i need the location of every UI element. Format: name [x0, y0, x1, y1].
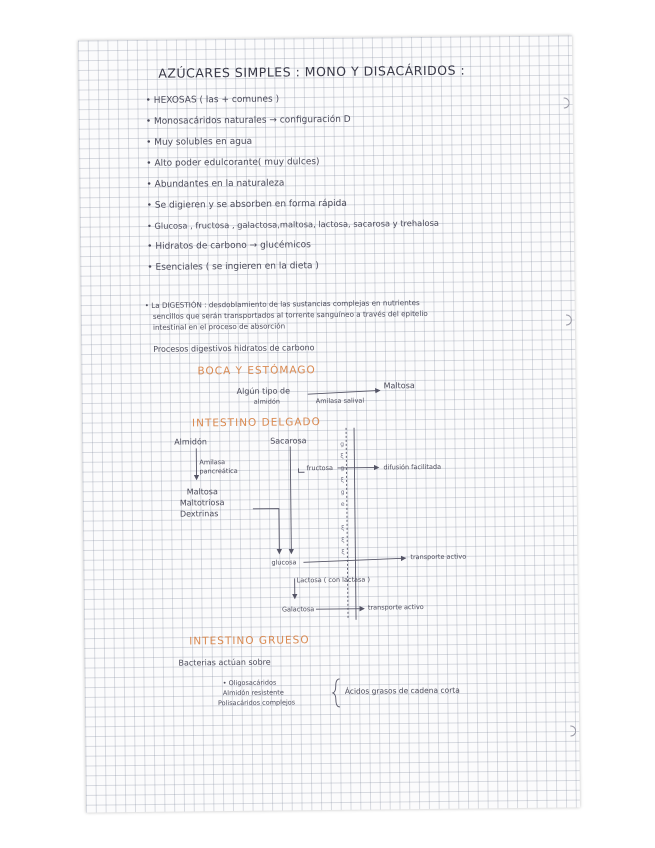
svg-text:ξ: ξ: [341, 548, 345, 556]
bullet-8: • Hidratos de carbono → glucémicos: [147, 240, 311, 252]
bullet-4: • Alto poder edulcorante( muy dulces): [146, 157, 320, 169]
svg-text:g: g: [340, 464, 345, 472]
epithelium-line-1: [346, 428, 348, 620]
boca-arrow: [308, 390, 380, 394]
svg-text:ξ: ξ: [341, 536, 345, 544]
boca-amilasa-salival: Amilasa salival: [315, 396, 365, 406]
label-maltotriosa: Maltotriosa: [179, 498, 225, 508]
grueso-item-2: Almidón resistente: [222, 688, 284, 698]
bullet-5: • Abundantes en la naturaleza: [146, 178, 285, 190]
bullet-1: • HEXOSAS ( las + comunes ): [145, 94, 280, 106]
svg-text:g: g: [340, 488, 345, 496]
label-amilasa: Amilasa: [199, 458, 226, 467]
label-almidon: Almidón: [174, 437, 207, 447]
notebook-page: [78, 35, 580, 812]
svg-text:ξ: ξ: [340, 452, 344, 460]
digestion-line-1: • La DIGESTIÓN : desdoblamiento de las sustancias complejas en nutrientes: [144, 298, 420, 310]
label-maltosa: Maltosa: [186, 487, 218, 497]
heading-boca-estomago: BOCA Y ESTÓMAGO: [197, 364, 316, 378]
fructosa-branch: [298, 468, 304, 472]
digestion-line-3: intestinal en el proceso de absorción: [152, 321, 286, 332]
dextrinas-to-glucosa-arrow: [253, 509, 279, 554]
label-galactosa: Galactosa: [281, 605, 315, 614]
label-transporte-activo-1: transporte activo: [410, 552, 467, 562]
svg-text:ξ: ξ: [340, 476, 344, 484]
digestion-diagram: [78, 35, 580, 812]
label-sacarosa: Sacarosa: [270, 436, 307, 446]
label-fructosa: fructosa: [306, 463, 334, 473]
bullet-3: • Muy solubles en agua: [145, 136, 253, 148]
heading-intestino-delgado: INTESTINO DELGADO: [191, 416, 321, 430]
label-bacterias: Bacterias actúan sobre: [178, 657, 271, 668]
grueso-brace: [333, 679, 340, 707]
heading-intestino-grueso: INTESTINO GRUESO: [189, 634, 310, 648]
epithelium-line-2: [354, 428, 356, 620]
svg-text:ξ: ξ: [341, 524, 345, 532]
label-glucosa: glucosa: [271, 558, 297, 567]
page-title: AZÚCARES SIMPLES : MONO Y DISACÁRIDOS :: [158, 62, 466, 81]
galactosa-arrow: [316, 609, 364, 610]
boca-almidon-top: Algún tipo de: [236, 386, 291, 396]
svg-text:e: e: [340, 500, 345, 508]
label-transporte-activo-2: transporte activo: [367, 603, 424, 612]
boca-maltosa: Maltosa: [383, 381, 415, 391]
label-pancreatica: pancreática: [199, 466, 238, 476]
label-dextrinas: Dextrinas: [179, 509, 219, 519]
bullet-7: • Glucosa , fructosa , galactosa,maltosa, lactosa, sacarosa y trehalosa: [146, 217, 440, 231]
grueso-item-3: Polisacáridos complejos: [217, 698, 296, 708]
grueso-result: Ácidos grasos de cadena corta: [344, 685, 460, 696]
bullet-6: • Se digieren y se absorben en forma rápida: [146, 198, 347, 211]
bullet-2: • Monosacáridos naturales → configuración D: [145, 114, 351, 127]
grueso-item-1: • Oligosacáridos: [222, 678, 277, 688]
label-difusion-facilitada: difusión facilitada: [383, 462, 442, 472]
bullet-9: • Esenciales ( se ingieren en la dieta ): [147, 261, 319, 273]
svg-text:g: g: [340, 440, 345, 448]
label-lactosa: Lactosa ( con lactasa ): [296, 575, 371, 585]
epithelium-marks: [340, 441, 345, 556]
sacarosa-to-glucosa-arrow: [290, 446, 291, 553]
digestion-line-2: sencillos que serán transportados al torrente sanguíneo a través del epitelio: [152, 308, 428, 321]
boca-almidon-bottom: almidón: [253, 397, 280, 406]
glucosa-arrow: [303, 558, 405, 562]
procesos-digestivos: Procesos digestivos hidratos de carbono: [153, 343, 315, 354]
